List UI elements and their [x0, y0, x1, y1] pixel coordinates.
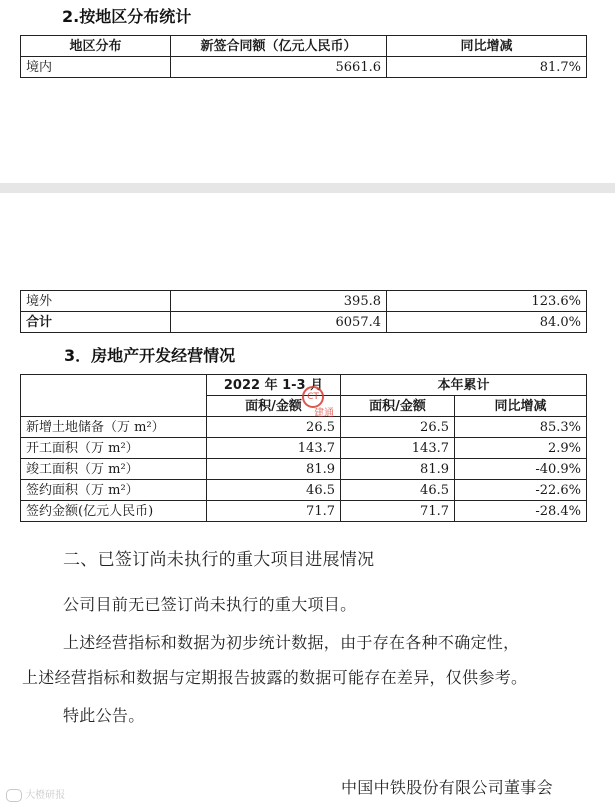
ytd-value-cell: 71.7 — [341, 501, 455, 522]
paragraph-no-major-projects: 公司目前无已签订尚未执行的重大项目。 — [63, 595, 357, 614]
region-table-header-row — [21, 36, 587, 57]
page-break-divider — [0, 183, 615, 193]
yoy-cell: 85.3% — [455, 417, 587, 438]
quarter-value-cell: 71.7 — [207, 501, 341, 522]
total-label-cell: 合计 — [21, 312, 171, 333]
region-table-top — [20, 35, 587, 78]
quarter-value-cell: 26.5 — [207, 417, 341, 438]
table-row — [21, 291, 587, 312]
table-row — [21, 57, 587, 78]
subheader-ytd-value: 面积/金额 — [341, 396, 455, 417]
metric-label-cell: 新增土地储备（万 m²） — [21, 417, 207, 438]
paragraph-disclaimer-line2: 上述经营指标和数据与定期报告披露的数据可能存在差异，仅供参考。 — [22, 668, 528, 687]
metric-label-cell: 开工面积（万 m²） — [21, 438, 207, 459]
yoy-cell: -28.4% — [455, 501, 587, 522]
subheader-quarter-value: 面积/金额 — [207, 396, 341, 417]
table-row — [21, 459, 587, 480]
table-row — [21, 480, 587, 501]
yoy-cell: 81.7% — [387, 57, 587, 78]
yoy-cell: 123.6% — [387, 291, 587, 312]
corner-logo-text: 大橙研报 — [25, 790, 66, 801]
ytd-value-cell: 26.5 — [341, 417, 455, 438]
header-period-ytd: 本年累计 — [341, 375, 587, 396]
yoy-cell: 2.9% — [455, 438, 587, 459]
yoy-cell: -40.9% — [455, 459, 587, 480]
yoy-cell: -22.6% — [455, 480, 587, 501]
quarter-value-cell: 143.7 — [207, 438, 341, 459]
metric-label-cell: 竣工面积（万 m²） — [21, 459, 207, 480]
quarter-value-cell: 81.9 — [207, 459, 341, 480]
signature-board: 中国中铁股份有限公司董事会 — [341, 778, 553, 797]
ytd-value-cell: 143.7 — [341, 438, 455, 459]
header-amount: 新签合同额（亿元人民币） — [171, 36, 387, 57]
ytd-value-cell: 81.9 — [341, 459, 455, 480]
part-two-heading: 二、已签订尚未执行的重大项目进展情况 — [63, 550, 375, 570]
header-period-quarter: 2022 年 1-3 月 — [207, 375, 341, 396]
section-2-title: 2.按地区分布统计 — [62, 7, 192, 26]
amount-cell: 5661.6 — [171, 57, 387, 78]
corner-logo-watermark — [6, 786, 65, 802]
closing-text: 特此公告。 — [63, 706, 145, 725]
table-row — [21, 501, 587, 522]
region-cell: 境外 — [21, 291, 171, 312]
section-3-title: 3．房地产开发经营情况 — [64, 346, 236, 365]
quarter-value-cell: 46.5 — [207, 480, 341, 501]
header-yoy: 同比增减 — [387, 36, 587, 57]
amount-cell: 395.8 — [171, 291, 387, 312]
subheader-yoy: 同比增减 — [455, 396, 587, 417]
logo-icon — [6, 789, 22, 802]
region-table-bottom — [20, 290, 587, 333]
amount-cell: 6057.4 — [171, 312, 387, 333]
watermark-red-text: 建通 — [314, 408, 334, 419]
region-cell: 境内 — [21, 57, 171, 78]
table-row — [21, 417, 587, 438]
ytd-value-cell: 46.5 — [341, 480, 455, 501]
metric-label-cell: 签约金额(亿元人民币) — [21, 501, 207, 522]
yoy-cell: 84.0% — [387, 312, 587, 333]
metric-label-cell: 签约面积（万 m²） — [21, 480, 207, 501]
watermark-seal-icon: CT — [302, 386, 324, 408]
paragraph-disclaimer-line1: 上述经营指标和数据为初步统计数据，由于存在各种不确定性， — [63, 633, 520, 652]
empty-corner-cell — [21, 375, 207, 417]
header-region: 地区分布 — [21, 36, 171, 57]
table-row-total — [21, 312, 587, 333]
table-row — [21, 438, 587, 459]
